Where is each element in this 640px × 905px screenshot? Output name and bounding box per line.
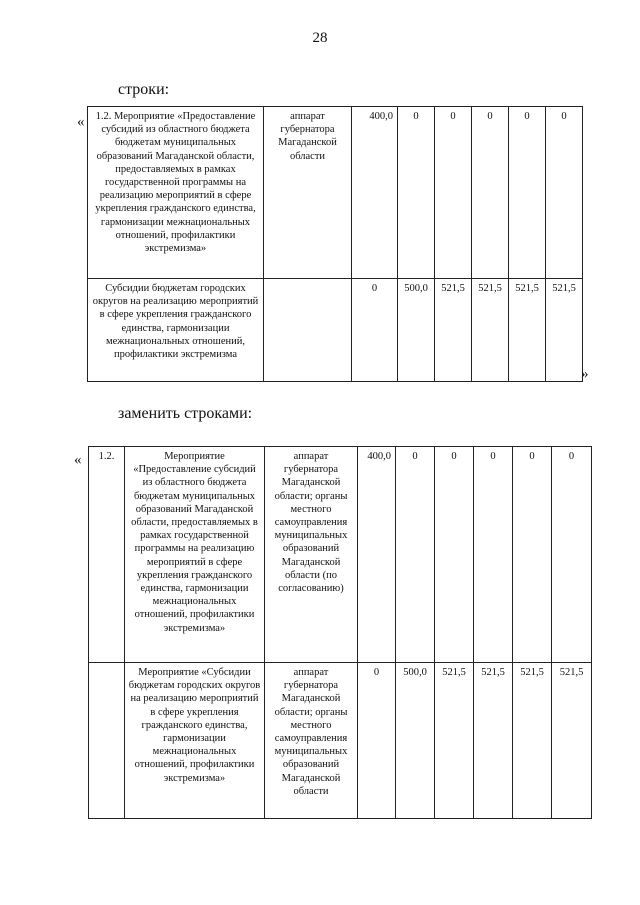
value-cell: 521,5 (552, 663, 592, 819)
table-row (88, 279, 583, 382)
opening-quote: « (74, 452, 82, 468)
value-cell: 521,5 (509, 279, 546, 382)
row-number-cell (89, 663, 125, 819)
value-cell: 0 (474, 447, 513, 663)
table-row (88, 107, 583, 279)
value-cell: 521,5 (472, 279, 509, 382)
value-cell: 0 (435, 107, 472, 279)
row-number-cell: 1.2. (89, 447, 125, 663)
value-cell: 400,0 (352, 107, 398, 279)
executor-cell (264, 279, 352, 382)
page-number: 28 (312, 30, 328, 46)
new-rows-table (88, 446, 592, 819)
closing-quote: » (581, 366, 589, 382)
value-cell: 0 (435, 447, 474, 663)
value-cell: 0 (358, 663, 396, 819)
table-row (89, 447, 592, 663)
value-cell: 521,5 (435, 279, 472, 382)
measure-name-cell: 1.2. Мероприятие «Предоставление субсидий из областного бюджета бюджетам муниципальных образований Магаданской области, предоставляемых в рамках государственной программы на реализацию мероприятий в сфере укрепления гражданского единства, гармонизации межнациональных отношений, профилактики экстремизма» (88, 107, 264, 279)
value-cell: 0 (546, 107, 583, 279)
measure-name-cell: Мероприятие «Субсидии бюджетам городских округов на реализацию мероприятий в сфере укрепления гражданского единства, гармонизации межнациональных отношений, профилактики экстремизма» (125, 663, 265, 819)
table-row (89, 663, 592, 819)
executor-cell: аппарат губернатора Магаданской области (264, 107, 352, 279)
old-rows-table (87, 106, 583, 382)
measure-name-cell: Мероприятие «Предоставление субсидий из областного бюджета бюджетам муниципальных образований Магаданской области, предоставляемых в рамках государственной программы на реализацию мероприятий в сфере укрепления гражданского единства, гармонизации межнациональных отношений, профилактики экстремизма» (125, 447, 265, 663)
value-cell: 0 (513, 447, 552, 663)
executor-cell: аппарат губернатора Магаданской области; органы местного самоуправления муниципальных образований Магаданской области (265, 663, 358, 819)
value-cell: 400,0 (358, 447, 396, 663)
value-cell: 500,0 (398, 279, 435, 382)
value-cell: 0 (472, 107, 509, 279)
value-cell: 0 (552, 447, 592, 663)
caption-replace: заменить строками: (118, 405, 253, 422)
value-cell: 0 (398, 107, 435, 279)
value-cell: 500,0 (396, 663, 435, 819)
value-cell: 521,5 (546, 279, 583, 382)
value-cell: 521,5 (513, 663, 552, 819)
value-cell: 0 (352, 279, 398, 382)
value-cell: 0 (396, 447, 435, 663)
value-cell: 0 (509, 107, 546, 279)
opening-quote: « (77, 114, 85, 130)
caption-rows: строки: (118, 81, 170, 98)
value-cell: 521,5 (435, 663, 474, 819)
measure-name-cell: Субсидии бюджетам городских округов на реализацию мероприятий в сфере укрепления гражданского единства, гармонизации межнациональных отношений, профилактики экстремизма (88, 279, 264, 382)
executor-cell: аппарат губернатора Магаданской области; органы местного самоуправления муниципальных образований Магаданской области (по согласованию) (265, 447, 358, 663)
value-cell: 521,5 (474, 663, 513, 819)
